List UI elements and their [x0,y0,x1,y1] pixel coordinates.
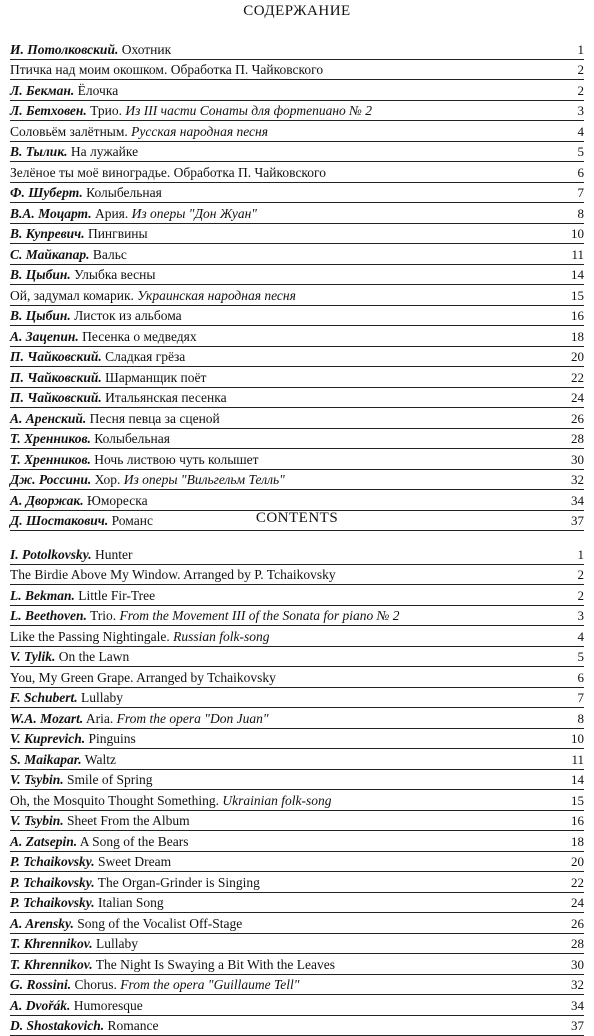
toc-entry [10,647,584,668]
piece-source-note: Из оперы "Дон Жуан" [132,206,257,221]
composer-name: V. Kuprevich. [10,731,85,746]
page-number: 34 [571,493,584,509]
entry-text [10,83,118,99]
entry-text [10,834,189,850]
entry-text [10,144,138,160]
piece-source-note: Русская народная песня [131,124,268,139]
piece-title: Листок из альбома [74,308,182,323]
page-number: 34 [571,998,584,1014]
toc-list-ru [10,39,584,531]
toc-entry [10,183,584,204]
entry-text [10,185,162,201]
entry-text [10,247,127,263]
page-number: 15 [571,793,584,809]
entry-text [10,854,171,870]
composer-name: L. Bekman. [10,588,75,603]
entry-text [10,547,133,563]
entry-text [10,957,335,973]
entry-text [10,711,269,727]
piece-title: Romance [108,1018,159,1033]
page-number: 28 [571,431,584,447]
composer-name: P. Tchaikovsky. [10,875,95,890]
piece-title: A Song of the Bears [80,834,189,849]
toc-entry [10,121,584,142]
entry-text [10,329,197,345]
piece-source-note: Ukrainian folk-song [222,793,331,808]
piece-title: Trio. [90,608,116,623]
piece-title: Smile of Spring [67,772,153,787]
piece-title: Hunter [95,547,133,562]
piece-title: Колыбельная [86,185,162,200]
composer-name: В. Тылик. [10,144,68,159]
toc-entry [10,975,584,996]
composer-name: G. Rossini. [10,977,71,992]
toc-entry [10,667,584,688]
page-number: 8 [578,206,585,222]
composer-name: P. Tchaikovsky. [10,895,95,910]
composer-name: П. Чайковский. [10,370,102,385]
page-number: 30 [571,452,584,468]
piece-source-note: From the Movement III of the Sonata for piano № 2 [120,608,400,623]
toc-entry [10,790,584,811]
entry-text [10,567,336,583]
piece-title: Охотник [122,42,171,57]
page-number: 6 [578,165,585,181]
piece-title: Sweet Dream [98,854,171,869]
piece-title: Pinguins [89,731,136,746]
toc-entry [10,585,584,606]
page-number: 6 [578,670,585,686]
toc-entry [10,1016,584,1036]
composer-name: С. Майкапар. [10,247,89,262]
page-number: 11 [571,247,584,263]
toc-entry [10,449,584,470]
composer-name: Т. Хренников. [10,431,91,446]
page-number: 32 [571,472,584,488]
page-number: 11 [571,752,584,768]
entry-text [10,472,285,488]
composer-name: Т. Хренников. [10,452,91,467]
composer-name: В.А. Моцарт. [10,206,92,221]
toc-entry [10,285,584,306]
page-number: 26 [571,916,584,932]
composer-name: В. Купревич. [10,226,85,241]
toc-entry [10,408,584,429]
entry-text [10,772,153,788]
toc-list-en [10,544,584,1036]
page-number: 28 [571,936,584,952]
toc-entry [10,39,584,60]
composer-name: T. Khrennikov. [10,936,93,951]
composer-name: А. Зацепин. [10,329,79,344]
entry-text [10,226,148,242]
entry-text [10,649,129,665]
piece-title: The Night Is Swaying a Bit With the Leaves [96,957,335,972]
toc-entry [10,995,584,1016]
toc-entry [10,224,584,245]
composer-name: И. Потолковский. [10,42,118,57]
piece-title: Песня певца за сценой [90,411,220,426]
composer-name: A. Arensky. [10,916,74,931]
composer-name: V. Tylik. [10,649,55,664]
page-number: 14 [571,267,584,283]
toc-entry [10,934,584,955]
toc-entry [10,265,584,286]
composer-name: F. Schubert. [10,690,78,705]
piece-title: Сладкая грёза [105,349,185,364]
composer-name: В. Цыбин. [10,308,71,323]
page-number: 16 [571,813,584,829]
toc-entry [10,347,584,368]
entry-text [10,1018,159,1034]
piece-title: The Organ-Grinder is Singing [98,875,260,890]
composer-name: A. Zatsepin. [10,834,77,849]
toc-entry [10,80,584,101]
piece-title: Хор. [95,472,121,487]
piece-title: Песенка о медведях [82,329,196,344]
toc-entry [10,244,584,265]
entry-text [10,813,190,829]
piece-title: Ночь листвою чуть колышет [94,452,258,467]
toc-entry [10,60,584,81]
toc-entry [10,893,584,914]
entry-text [10,793,332,809]
piece-title: Юмореска [87,493,148,508]
page-number: 18 [571,329,584,345]
piece-title: Like the Passing Nightingale. [10,629,170,644]
composer-name: V. Tsybin. [10,813,64,828]
entry-text [10,62,323,78]
entry-text [10,206,257,222]
toc-entry [10,565,584,586]
composer-name: A. Dvořák. [10,998,70,1013]
piece-title: Романс [112,513,153,528]
entry-text [10,998,143,1014]
toc-entry [10,626,584,647]
toc-entry [10,470,584,491]
page-number: 30 [571,957,584,973]
composer-name: Дж. Россини. [10,472,91,487]
entry-text [10,452,259,468]
piece-source-note: From the opera "Guillaume Tell" [120,977,299,992]
piece-source-note: Из оперы "Вильгельм Телль" [124,472,285,487]
piece-title: Humoresque [74,998,143,1013]
entry-text [10,629,269,645]
page-number: 2 [578,62,585,78]
piece-title: Sheet From the Album [67,813,190,828]
toc-entry [10,688,584,709]
toc-entry [10,872,584,893]
composer-name: В. Цыбин. [10,267,71,282]
piece-title: Chorus. [75,977,117,992]
piece-title: Шарманщик поёт [105,370,206,385]
piece-title: Трио. [90,103,122,118]
piece-title: Улыбка весны [74,267,155,282]
entry-text [10,267,155,283]
toc-entry [10,367,584,388]
page-number: 32 [571,977,584,993]
page-number: 8 [578,711,585,727]
piece-title: Зелёное ты моё виноградье. Обработка П. Чайковского [10,165,326,180]
page-number: 5 [578,649,585,665]
composer-name: P. Tchaikovsky. [10,854,95,869]
entry-text [10,977,299,993]
entry-text [10,288,296,304]
page-number: 5 [578,144,585,160]
composer-name: Ф. Шуберт. [10,185,83,200]
page-number: 10 [571,226,584,242]
entry-text [10,588,155,604]
toc-entry [10,770,584,791]
page-number: 7 [578,185,585,201]
page-number: 22 [571,370,584,386]
piece-title: The Birdie Above My Window. Arranged by P. Tchaikovsky [10,567,336,582]
contents-heading-en: CONTENTS [0,510,594,527]
composer-name: V. Tsybin. [10,772,64,787]
toc-entry [10,142,584,163]
page-number: 1 [578,42,585,58]
entry-text [10,124,268,140]
entry-text [10,493,148,509]
composer-name: А. Аренский. [10,411,86,426]
toc-entry [10,831,584,852]
toc-entry [10,306,584,327]
piece-source-note: Russian folk-song [173,629,269,644]
toc-entry [10,101,584,122]
composer-name: П. Чайковский. [10,349,102,364]
toc-entry [10,749,584,770]
contents-heading-ru: СОДЕРЖАНИЕ [0,3,594,20]
page-number: 3 [578,608,585,624]
composer-name: Л. Бекман. [10,83,74,98]
piece-title: Ой, задумал комарик. [10,288,134,303]
entry-text [10,370,206,386]
entry-text [10,103,372,119]
toc-entry [10,606,584,627]
composer-name: L. Beethoven. [10,608,87,623]
piece-title: Пингвины [88,226,148,241]
entry-text [10,431,170,447]
toc-entry [10,326,584,347]
entry-text [10,349,185,365]
composer-name: D. Shostakovich. [10,1018,104,1033]
piece-title: Little Fir-Tree [78,588,155,603]
page-number: 14 [571,772,584,788]
toc-entry [10,544,584,565]
page-number: 37 [571,513,584,529]
piece-title: Italian Song [98,895,164,910]
piece-title: Соловьём залётным. [10,124,128,139]
page-number: 4 [578,629,585,645]
composer-name: I. Potolkovsky. [10,547,92,562]
page-number: 20 [571,854,584,870]
toc-entry [10,490,584,511]
page-number: 15 [571,288,584,304]
page-number: 18 [571,834,584,850]
composer-name: Л. Бетховен. [10,103,87,118]
piece-title: Ария. [95,206,128,221]
toc-entry [10,729,584,750]
page-number: 1 [578,547,585,563]
page-number: 24 [571,390,584,406]
toc-entry [10,954,584,975]
toc-entry [10,913,584,934]
toc-entry [10,162,584,183]
piece-title: Итальянская песенка [105,390,226,405]
page-number: 24 [571,895,584,911]
entry-text [10,916,242,932]
page-number: 3 [578,103,585,119]
toc-entry [10,429,584,450]
entry-text [10,165,326,181]
piece-source-note: From the opera "Don Juan" [117,711,269,726]
page-number: 37 [571,1018,584,1034]
entry-text [10,936,138,952]
piece-title: На лужайке [71,144,138,159]
entry-text [10,670,276,686]
piece-title: You, My Green Grape. Arranged by Tchaikovsky [10,670,276,685]
entry-text [10,731,136,747]
page-number: 26 [571,411,584,427]
piece-title: Waltz [85,752,116,767]
piece-title: Song of the Vocalist Off-Stage [77,916,242,931]
toc-entry [10,203,584,224]
entry-text [10,875,260,891]
piece-title: On the Lawn [59,649,129,664]
piece-title: Птичка над моим окошком. Обработка П. Чайковского [10,62,323,77]
composer-name: W.A. Mozart. [10,711,83,726]
piece-title: Ёлочка [78,83,119,98]
toc-entry [10,388,584,409]
piece-title: Lullaby [81,690,123,705]
composer-name: А. Дворжак. [10,493,84,508]
toc-entry [10,708,584,729]
entry-text [10,308,182,324]
toc-entry [10,852,584,873]
composer-name: S. Maikapar. [10,752,82,767]
entry-text [10,390,227,406]
composer-name: П. Чайковский. [10,390,102,405]
piece-title: Lullaby [96,936,138,951]
page-number: 16 [571,308,584,324]
entry-text [10,42,171,58]
piece-title: Oh, the Mosquito Thought Something. [10,793,219,808]
piece-source-note: Из III части Сонаты для фортепиано № 2 [125,103,372,118]
page-number: 2 [578,588,585,604]
piece-title: Колыбельная [94,431,170,446]
page-number: 20 [571,349,584,365]
page-number: 22 [571,875,584,891]
page-number: 10 [571,731,584,747]
entry-text [10,411,220,427]
piece-title: Вальс [93,247,127,262]
entry-text [10,752,116,768]
entry-text [10,690,123,706]
page-number: 2 [578,83,585,99]
page-number: 2 [578,567,585,583]
entry-text [10,895,164,911]
piece-source-note: Украинская народная песня [137,288,296,303]
entry-text [10,608,399,624]
toc-entry [10,811,584,832]
piece-title: Aria. [86,711,113,726]
composer-name: Д. Шостакович. [10,513,108,528]
page-number: 4 [578,124,585,140]
composer-name: T. Khrennikov. [10,957,93,972]
page-number: 7 [578,690,585,706]
